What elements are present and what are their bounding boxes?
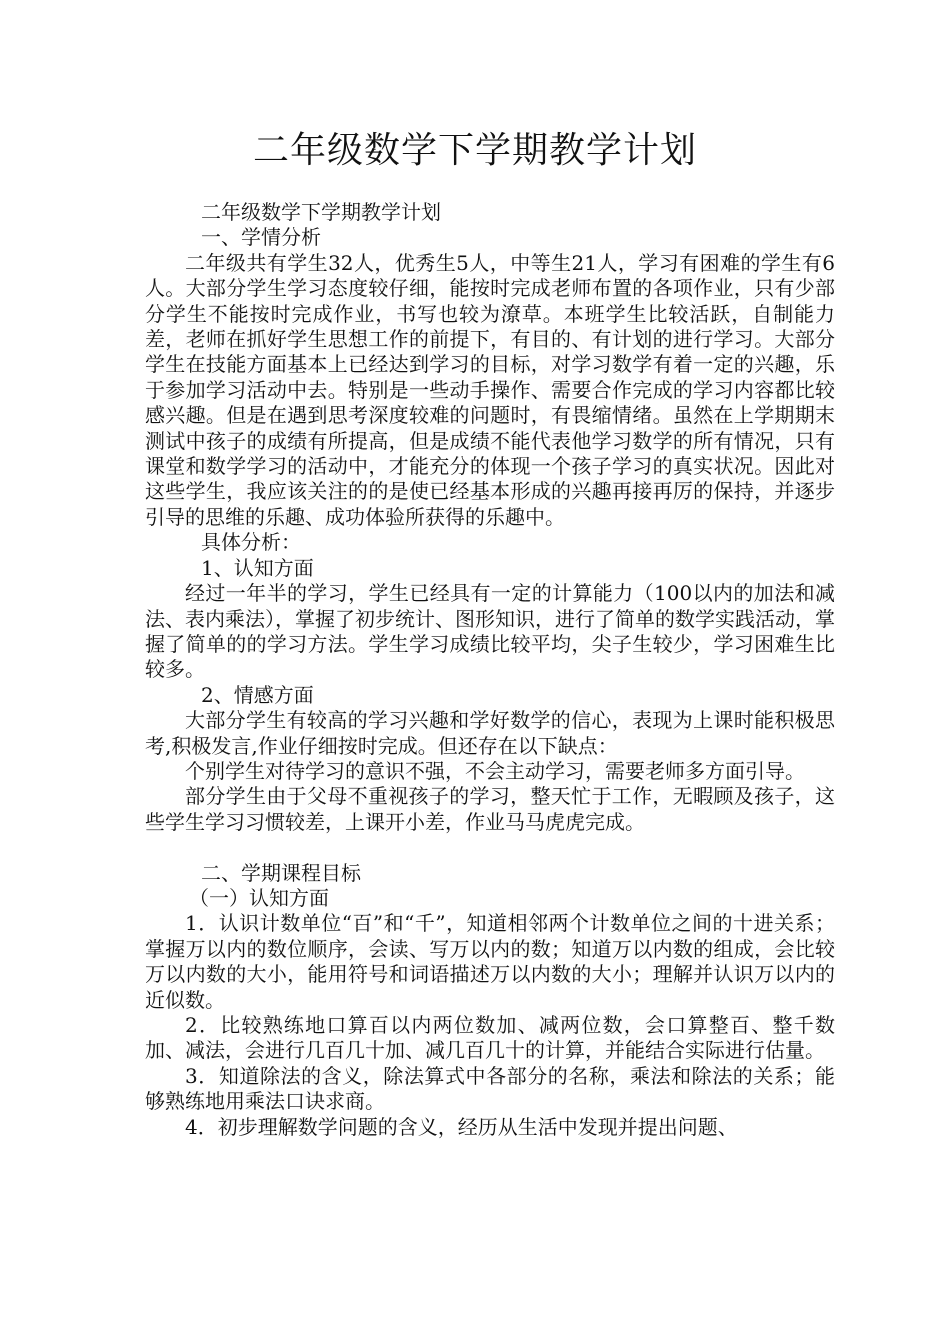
subtitle-paragraph: 二年级数学下学期教学计划 xyxy=(201,200,441,224)
body-paragraph: 具体分析： xyxy=(201,530,301,555)
body-paragraph: 3．知道除法的含义，除法算式中各部分的名称，乘法和除法的关系；能够熟练地用乘法口诀求商。 xyxy=(145,1063,835,1114)
body-paragraph: 大部分学生有较高的学习兴趣和学好数学的信心，表现为上课时能积极思考,积极发言,作业仔细按时完成。但还存在以下缺点： xyxy=(145,708,835,758)
subsection-heading-emotion: 2、情感方面 xyxy=(201,682,314,707)
body-paragraph: 4．初步理解数学问题的含义，经历从生活中发现并提出问题、 xyxy=(185,1114,738,1139)
subsection-heading-cognitive-goals: （一）认知方面 xyxy=(189,885,329,910)
body-paragraph: 部分学生由于父母不重视孩子的学习，整天忙于工作，无暇顾及孩子，这些学生学习习惯较差，上课开小差，作业马马虎虎完成。 xyxy=(145,784,835,834)
body-paragraph: 2．比较熟练地口算百以内两位数加、减两位数，会口算整百、整千数加、减法，会进行几百几十加、减几百几十的计算，并能结合实际进行估量。 xyxy=(145,1012,835,1063)
body-paragraph: 1．认识计数单位“百”和“千”，知道相邻两个计数单位之间的十进关系；掌握万以内的数位顺序，会读、写万以内的数；知道万以内数的组成，会比较万以内数的大小，能用符号和词语描述万以内数的大小；理解并认识万以内的近似数。 xyxy=(145,911,835,1012)
document-title: 二年级数学下学期教学计划 xyxy=(252,130,697,171)
section-heading-goals: 二、学期课程目标 xyxy=(201,860,361,885)
body-paragraph: 经过一年半的学习，学生已经具有一定的计算能力（100以内的加法和减法、表内乘法），掌握了初步统计、图形知识，进行了简单的数学实践活动，掌握了简单的的学习方法。学生学习成绩比较平均，尖子生较少，学习困难生比较多。 xyxy=(145,581,835,682)
body-paragraph: 个别学生对待学习的意识不强，不会主动学习，需要老师多方面引导。 xyxy=(185,758,805,783)
blank-line xyxy=(145,835,835,860)
document-body xyxy=(145,200,835,1140)
section-heading-analysis: 一、学情分析 xyxy=(201,225,321,250)
body-paragraph: 二年级共有学生32人，优秀生5人，中等生21人，学习有困难的学生有6人。大部分学生学习态度较仔细，能按时完成老师布置的各项作业，只有少部分学生不能按时完成作业，书写也较为潦草。本班学生比较活跃，自制能力差，老师在抓好学生思想工作的前提下，有目的、有计划的进行学习。大部分学生在技能方面基本上已经达到学习的目标，对学习数学有着一定的兴趣，乐于参加学习活动中去。特别是一些动手操作、需要合作完成的学习内容都比较感兴趣。但是在遇到思考深度较难的问题时，有畏缩情绪。虽然在上学期期末测试中孩子的成绩有所提高，但是成绩不能代表他学习数学的所有情况，只有课堂和数学学习的活动中，才能充分的体现一个孩子学习的真实状况。因此对这些学生，我应该关注的的是使已经基本形成的兴趣再接再厉的保持，并逐步引导的思维的乐趣、成功体验所获得的乐趣中。 xyxy=(145,250,835,529)
subsection-heading-cognition: 1、认知方面 xyxy=(201,555,314,580)
